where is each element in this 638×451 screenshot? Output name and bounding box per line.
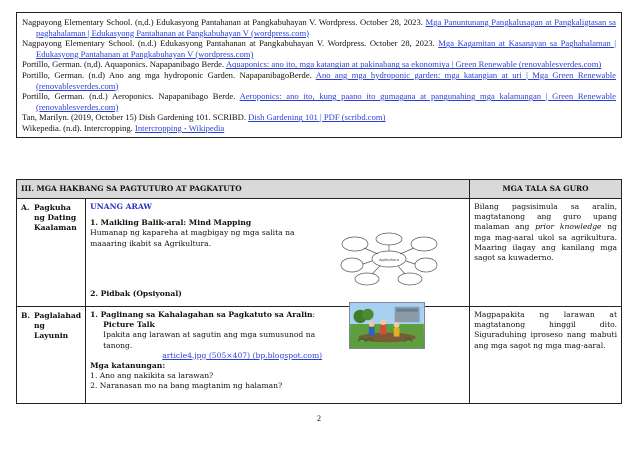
mind-map-diagram [340, 232, 438, 286]
reference-entry: Tan, Marilyn. (2019, October 15) Dish Gardening 101. SCRIBD. Dish Gardening 101 | PDF (scribd.com) [22, 112, 386, 123]
step-title: 1. Maikling Balik-aral: Mind Mapping [90, 218, 252, 228]
table-header-row [17, 180, 622, 199]
header-notes: MGA TALA SA GURO [470, 180, 622, 199]
reference-link[interactable]: Dish Gardening 101 | PDF (scribd.com) [248, 112, 386, 123]
reference-link[interactable]: Aeroponics: ano ito, kung paano ito gumagana at pangunahing mga kalamangan | Green Renewable (renovablesverdes.com) [36, 91, 616, 112]
step-title: 1. Paglinang sa Kahalagahan sa Pagkatuto sa Aralin [90, 310, 313, 319]
step-title: 2. Pidbak (Opsiyonal) [90, 288, 182, 298]
table-row [17, 199, 622, 307]
reference-link[interactable]: Aquaponics: ano ito, mga katangian at pakinabang sa ekonomiya | Green Renewable (renovablesverdes.com) [225, 59, 602, 70]
reference-entry: Portillo, German. (n,d). Aquaponics. Napapanibago Berde. Aquaponics: ano ito, mga katangian at pakinabang sa ekonomiya | Green Renewable (renovablesverdes.com) [22, 59, 602, 70]
row-label: Pagkuha ng Dating Kaalaman [34, 203, 77, 233]
reference-entry: Portillo, German. (n.d) Ano ang mga hydroponic Garden. NapapanibagoBerde. Ano ang mga hydroponic garden: mga katangian at uri | Mga Green Renewable (renovablesverdes.com) [22, 69, 616, 91]
reference-link[interactable]: Mga Panuntunang Pangkalusagan at Pangkaligtasan sa paghahalaman | Edukasyong Pantahanan at Pangkabuhayan V (wordpress.com) [36, 17, 616, 38]
reference-link[interactable]: Ano ang mga hydroponic garden: mga katangian at uri | Mga Green Renewable (renovablesverdes.com) [36, 69, 616, 91]
step-body: Ipakita ang larawan at sagutin ang mga sumusunod na tanong. [103, 330, 316, 350]
reference-entry: Portillo, German. (n.d.) Aeroponics. Napapanibago Berde. Aeroponics: ano ito, kung paano ito gumagana at pangunahing mga kalamangan | Green Renewable (renovablesverdes.com) [22, 91, 616, 112]
row-label-cell: B. Paglalahad ng Layunin [17, 307, 86, 404]
children-gardening-image [349, 302, 425, 349]
day-title: UNANG ARAW [90, 202, 152, 211]
step-subtitle: Picture Talk [103, 320, 155, 330]
reference-entry: Wikepedia. (n.d). Intercropping. Intercropping - Wikipedia [22, 122, 225, 133]
table-row [17, 307, 622, 404]
step-body: Humanap ng kapareha at magbigay ng mga salita na maaaring ikabit sa Agrikultura. [90, 228, 295, 248]
reference-list [16, 12, 622, 138]
reference-entry: Nagpayong Elementary School. (n,d.) Edukasyong Pantahanan at Pangkabuhayan V. Wordpress. October 28, 2023. Mga Panuntunang Pangkalusagan at Pangkaligtasan sa paghahalaman | Edukasyong Pantahanan at Pangkabuhayan V (wordpress.com) [22, 17, 616, 38]
questions-title: Mga katanungan: [90, 361, 166, 371]
image-link[interactable]: article4.jpg (505×407) (bp.blogspot.com) [162, 350, 323, 360]
page-number: 2 [317, 414, 321, 423]
teacher-notes: Bilang pagsisimula sa aralin, magtatanong ang guro upang malaman ang prior knowledge ng mga mag-aaral ukol sa agrikultura. Maaring ilagay ang kanilang mga sagot sa kuwaderno. [470, 199, 622, 307]
reference-link[interactable]: Intercropping - Wikipedia [135, 122, 225, 133]
lesson-table [16, 179, 622, 404]
row-label: Paglalahad ng Layunin [34, 311, 82, 341]
row-content-cell: 1. Paglinang sa Kahalagahan sa Pagkatuto sa Aralin: Picture Talk Ipakita ang larawan at sagutin ang mga sumusunod na tanong. article4.jpg (505×407) (bp.blogspot.com) Mga katanungan: 1. Ano ang nakikita sa larawan? 2. Naranasan mo na bang magtanim ng halaman? [86, 307, 470, 404]
reference-link[interactable]: Mga Kagamitan at Kasanayan sa Paghahalaman | Edukasyong Pantahanan at Pangkabuhayan V (wordpress.com) [36, 38, 616, 59]
reference-entry: Nagpayong Elementary School. (n.d.) Edukasyong Pantahanan at Pangkabuhayan V. Wordpress. October 28, 2023. Mga Kagamitan at Kasanayan sa Paghahalaman | Edukasyong Pantahanan at Pangkabuhayan V (wordpress.com) [22, 38, 616, 59]
teacher-notes: Magpapakita ng larawan at magtatanong hinggil dito. Siguraduhing iproseso nang mabuti ang mga sagot ng mga mag-aaral. [470, 307, 622, 404]
row-label-cell: A. Pagkuha ng Dating Kaalaman [17, 199, 86, 307]
header-steps: III. MGA HAKBANG SA PAGTUTURO AT PAGKATUTO [17, 180, 470, 199]
question: 1. Ano ang nakikita sa larawan? [90, 371, 214, 381]
question: 2. Naranasan mo na bang magtanim ng halaman? [90, 381, 283, 391]
mind-map-center-label: Agrikultura [379, 258, 399, 262]
